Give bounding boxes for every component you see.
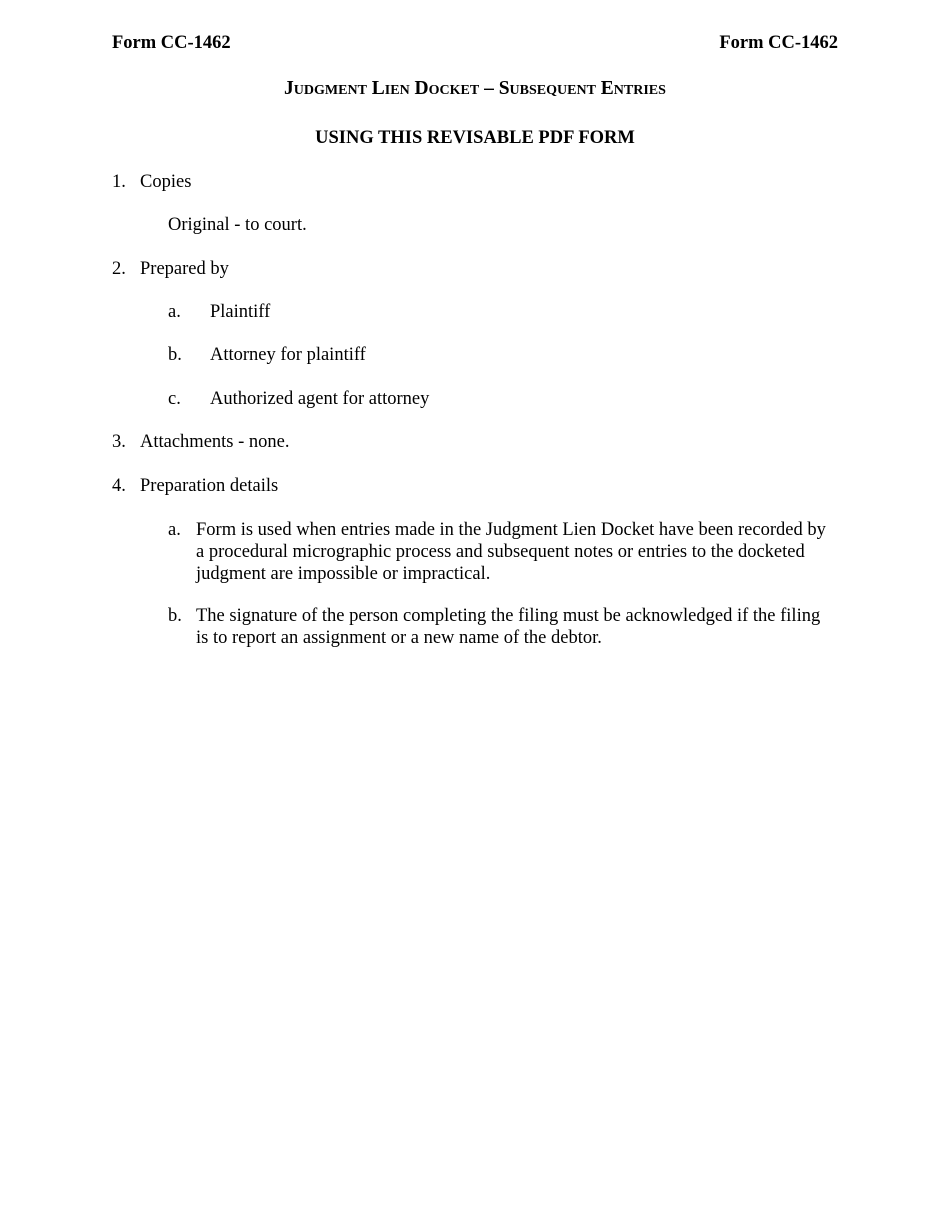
item-text: Form is used when entries made in the Judgment Lien Docket have been recorded by a procedural micrographic process and subsequent notes or entries to the docketed judgment are impossible or impractical. — [196, 520, 826, 584]
section-number: 4. — [112, 476, 126, 496]
item-letter: b. — [168, 345, 182, 365]
item-text: Plaintiff — [210, 302, 271, 322]
section-label: Attachments - none. — [140, 432, 290, 452]
section-label: Copies — [140, 172, 192, 192]
item-letter: b. — [168, 606, 182, 626]
item-letter: a. — [168, 520, 181, 540]
form-number-right: Form CC-1462 — [719, 33, 838, 53]
item-text: Authorized agent for attorney — [210, 389, 430, 409]
item-letter: c. — [168, 389, 181, 409]
item-text: The signature of the person completing the filing must be acknowledged if the filing is to report an assignment or a new name of the debtor. — [196, 606, 821, 648]
document-subtitle: USING THIS REVISABLE PDF FORM — [315, 128, 635, 148]
item-text: Attorney for plaintiff — [210, 345, 366, 365]
section-number: 3. — [112, 432, 126, 452]
section-number: 1. — [112, 172, 126, 192]
section-label: Prepared by — [140, 259, 229, 279]
item-letter: a. — [168, 302, 181, 322]
section-label: Preparation details — [140, 476, 279, 496]
section-number: 2. — [112, 259, 126, 279]
form-number-left: Form CC-1462 — [112, 33, 231, 53]
section-1-body: Original - to court. — [168, 215, 307, 235]
document-title: Judgment Lien Docket – Subsequent Entries — [284, 78, 666, 99]
